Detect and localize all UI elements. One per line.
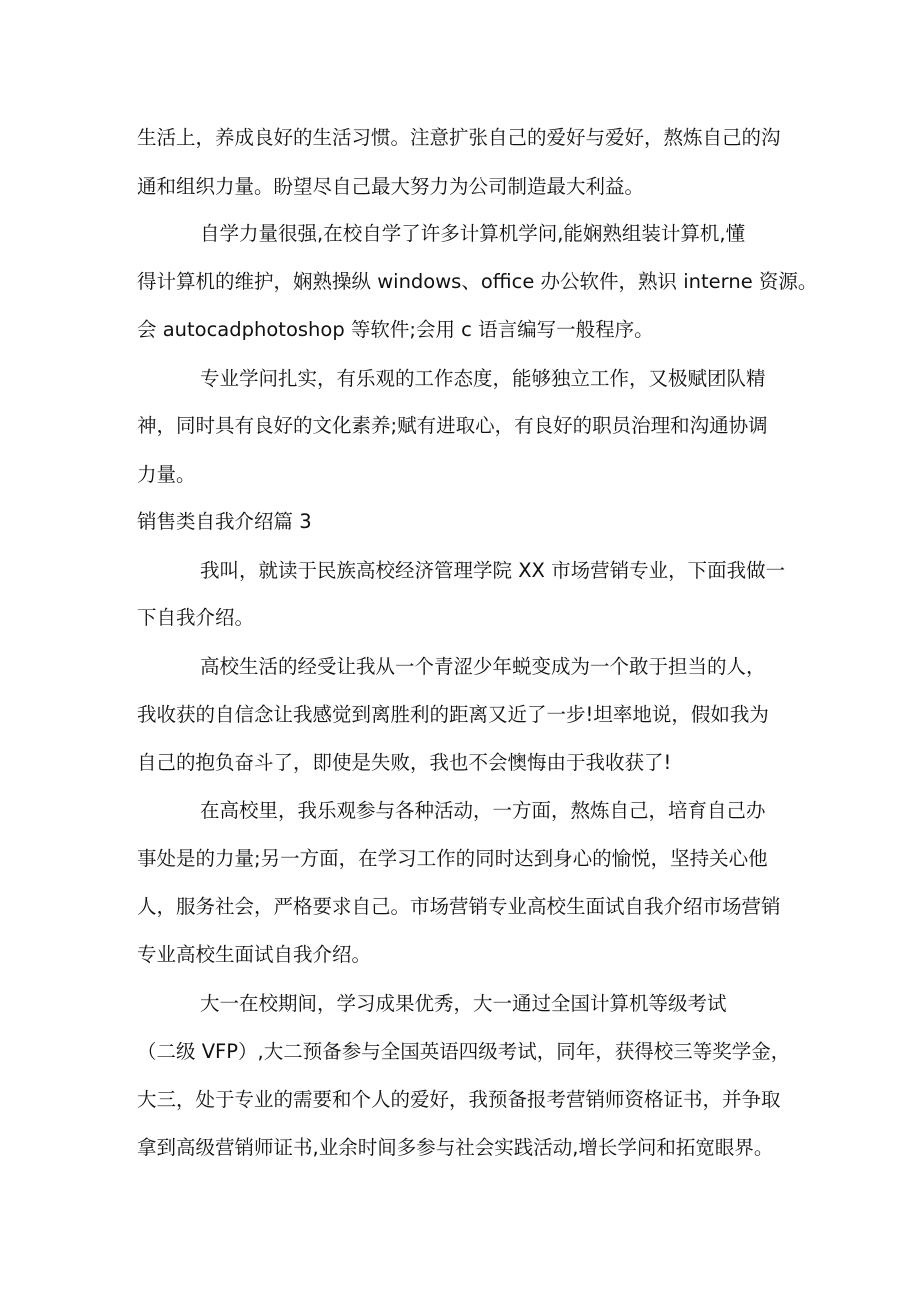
text-line-7: 神，同时具有良好的文化素养;赋有进取心，有良好的职员治理和沟通协调	[137, 414, 768, 437]
text-line-19: 大一在校期间，学习成果优秀，大一通过全国计算机等级考试	[200, 992, 727, 1015]
section-heading: 销售类自我介绍篇 3	[137, 510, 312, 533]
text-line-15: 在高校里，我乐观参与各种活动，一方面，熬炼自己，培育自己办	[200, 799, 766, 822]
text-line-4: 得计算机的维护，娴熟操纵 windows、office 办公软件，熟识 interne 资源。	[137, 270, 818, 293]
text-line-6: 专业学问扎实，有乐观的工作态度，能够独立工作，又极赋团队精	[200, 367, 766, 390]
text-line-16: 事处是的力量;另一方面，在学习工作的同时达到身心的愉悦，坚持关心他	[137, 847, 768, 870]
text-line-17: 人，服务社会，严格要求自己。市场营销专业高校生面试自我介绍市场营销	[137, 895, 781, 918]
text-line-18: 专业高校生面试自我介绍。	[137, 943, 372, 966]
text-line-8: 力量。	[137, 463, 196, 486]
text-line-2: 通和组织力量。盼望尽自己最大努力为公司制造最大利益。	[137, 175, 645, 198]
text-line-20: （二级 VFP）,大二预备参与全国英语四级考试，同年，获得校三等奖学金，	[137, 1040, 791, 1063]
text-line-10: 我叫，就读于民族高校经济管理学院 XX 市场营销专业，下面我做一	[200, 559, 786, 582]
text-line-3: 自学力量很强,在校自学了许多计算机学问,能娴熟组装计算机,懂	[200, 222, 746, 245]
text-line-21: 大三，处于专业的需要和个人的爱好，我预备报考营销师资格证书，并争取	[137, 1088, 781, 1111]
text-line-5: 会 autocadphotoshop 等软件;会用 c 语言编写一般程序。	[137, 318, 654, 341]
text-line-13: 我收获的自信念让我感觉到离胜利的距离又近了一步!坦率地说，假如我为	[137, 703, 769, 726]
text-line-14: 自己的抱负奋斗了，即使是失败，我也不会懊悔由于我收获了!	[137, 751, 672, 774]
text-line-12: 高校生活的经受让我从一个青涩少年蜕变成为一个敢于担当的人，	[200, 655, 766, 678]
text-line-1: 生活上，养成良好的生活习惯。注意扩张自己的爱好与爱好，熬炼自己的沟	[137, 126, 781, 149]
text-line-11: 下自我介绍。	[137, 606, 255, 629]
text-line-22: 拿到高级营销师证书,业余时间多参与社会实践活动,增长学问和拓宽眼界。	[137, 1136, 774, 1159]
